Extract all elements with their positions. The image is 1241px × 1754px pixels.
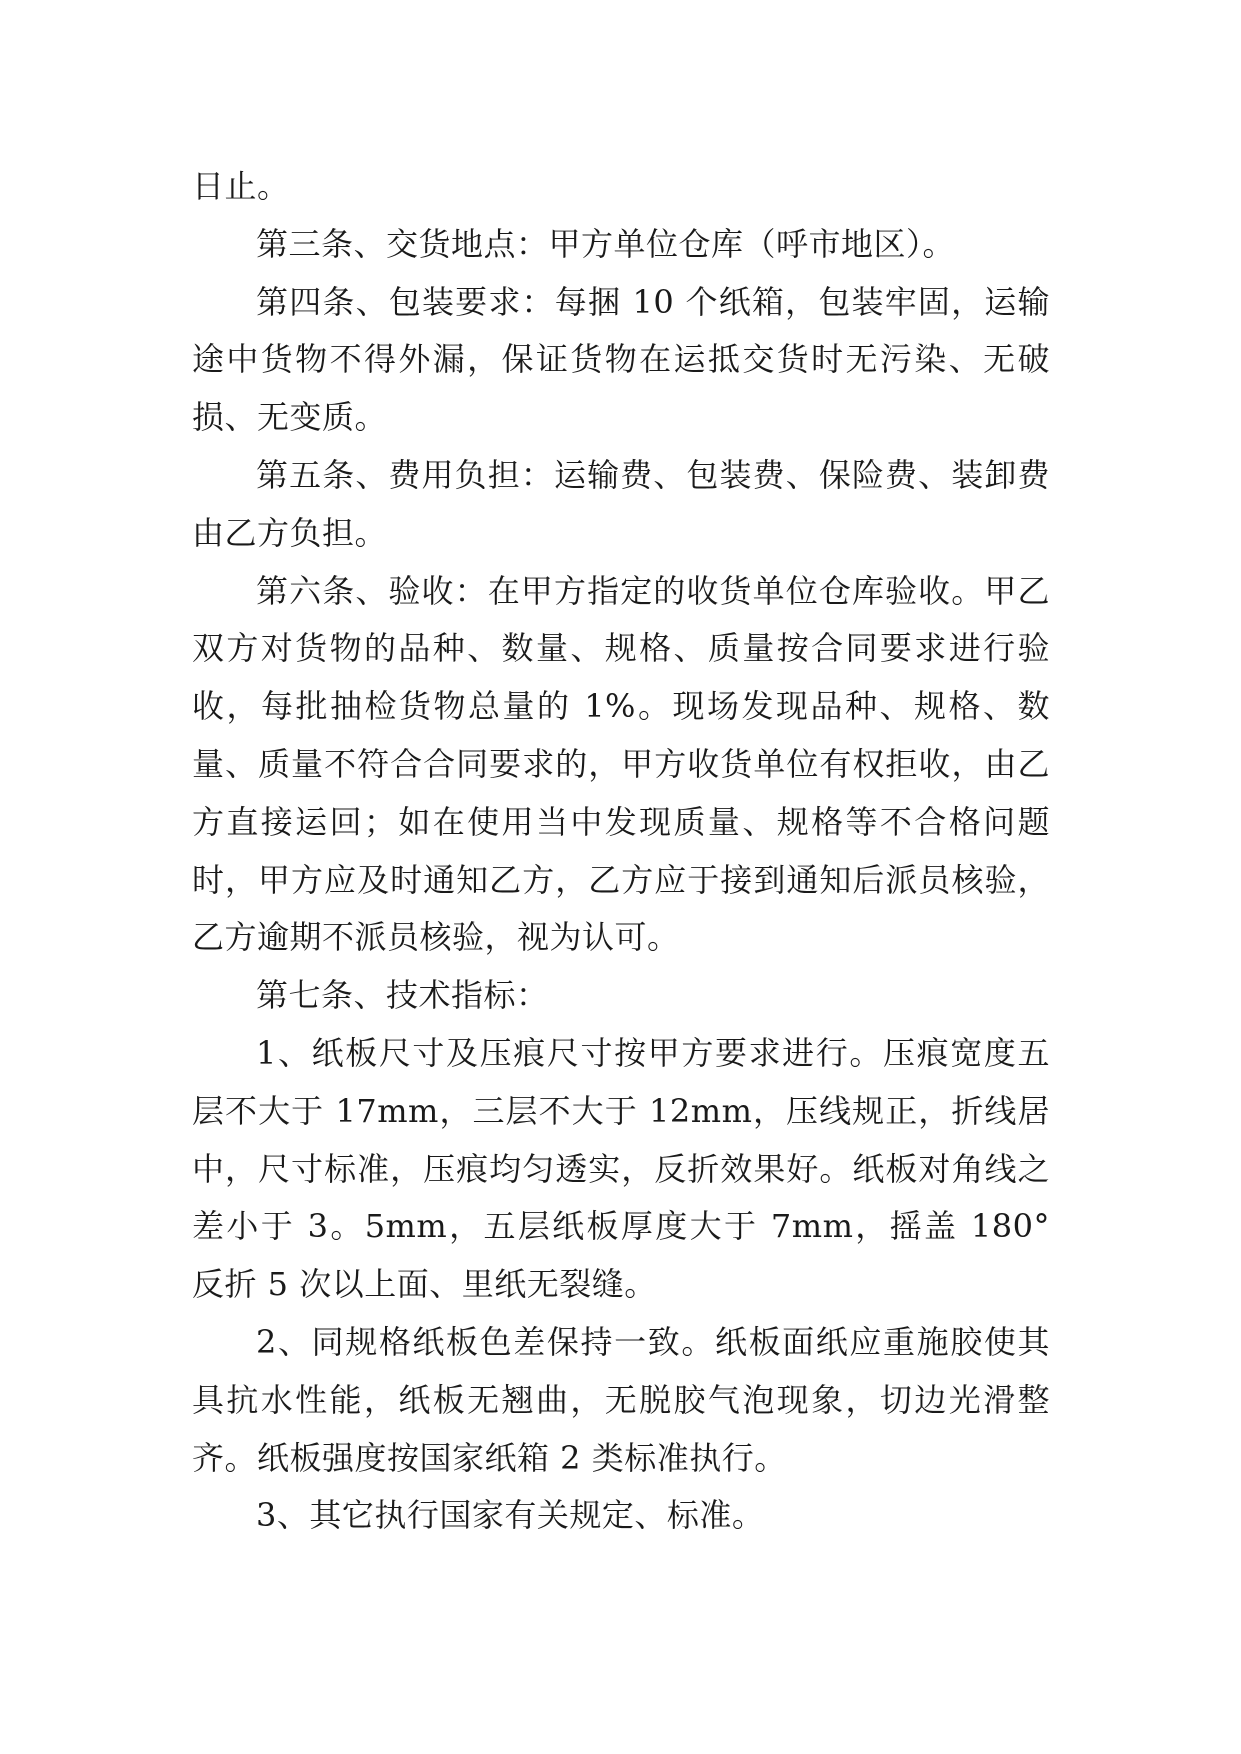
paragraph-item-3: 3、其它执行国家有关规定、标准。: [256, 1496, 765, 1535]
paragraph-article-6: 第六条、验收：在甲方指定的收货单位仓库验收。甲乙双方对货物的品种、数量、规格、质量按合同要求进行验收，每批抽检货物总量的 1%。现场发现品种、规格、数量、质量不符合合同要求的，甲方收货单位有权拒收，由乙方直接运回；如在使用当中发现质量、规格等不合格问题时，甲方应及时通知乙方，乙方应于接到通知后派员核验，乙方逾期不派员核验，视为认可。: [192, 571, 1050, 957]
paragraph-article-3: 第三条、交货地点：甲方单位仓库（呼市地区）。: [256, 224, 956, 263]
paragraph-item-2: 2、同规格纸板色差保持一致。纸板面纸应重施胶使其具抗水性能，纸板无翘曲，无脱胶气泡现象，切边光滑整齐。纸板强度按国家纸箱 2 类标准执行。: [192, 1322, 1050, 1477]
paragraph-article-7: 第七条、技术指标：: [256, 976, 549, 1015]
paragraph-continuation: 日止。: [192, 167, 290, 205]
paragraph-article-4: 第四条、包装要求：每捆 10 个纸箱，包装牢固，运输途中货物不得外漏，保证货物在运抵交货时无污染、无破损、无变质。: [192, 282, 1050, 437]
paragraph-item-1: 1、纸板尺寸及压痕尺寸按甲方要求进行。压痕宽度五层不大于 17mm，三层不大于 12mm，压线规正，折线居中，尺寸标准，压痕均匀透实，反折效果好。纸板对角线之差小于 3。5mm，五层纸板厚度大于 7mm，摇盖 180° 反折 5 次以上面、里纸无裂缝。: [192, 1033, 1050, 1304]
paragraph-article-5: 第五条、费用负担：运输费、包装费、保险费、装卸费由乙方负担。: [192, 455, 1050, 552]
document-body: [192, 158, 1050, 1545]
